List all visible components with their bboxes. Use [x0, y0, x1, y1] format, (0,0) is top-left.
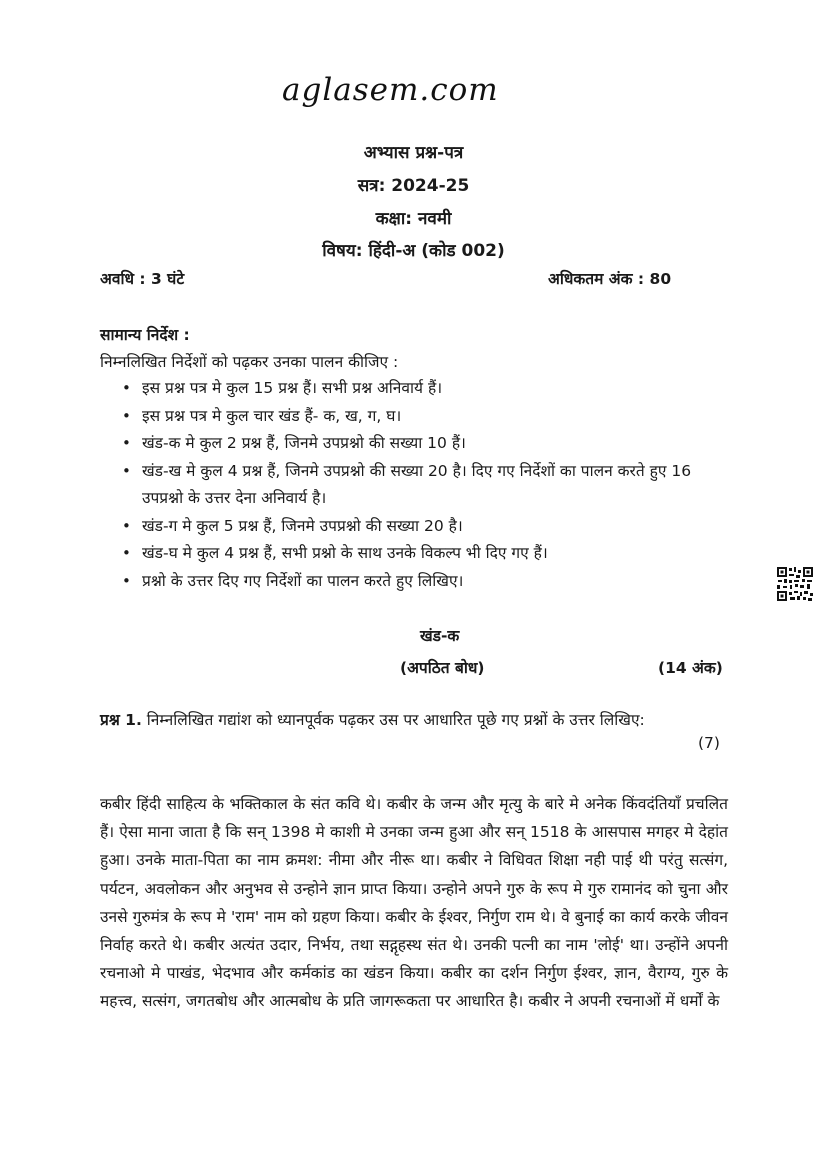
qr-code-icon: [776, 566, 814, 602]
instruction-item: • खंड-क मे कुल 2 प्रश्न हैं, जिनमे उपप्रश्नो की सख्या 10 हैं।: [118, 430, 718, 458]
instructions-intro: निम्नलिखित निर्देशों को पढ़कर उनका पालन कीजिए :: [100, 353, 399, 371]
instruction-item: • खंड-ग मे कुल 5 प्रश्न हैं, जिनमे उपप्रश्नो की सख्या 20 है।: [118, 513, 718, 541]
instruction-item: • खंड-ख मे कुल 4 प्रश्न हैं, जिनमे उपप्रश्नो की सख्या 20 है। दिए गए निर्देशों का पालन करते हुए 16 उपप्रश्नो के उत्तर देना अनिवार्य है।: [118, 458, 718, 513]
watermark-logo: aglasem.com: [282, 72, 499, 108]
paper-title: अभ्यास प्रश्न-पत्र: [363, 143, 464, 163]
instructions-list: [118, 375, 718, 595]
question-text: निम्नलिखित गद्यांश को ध्यानपूर्वक पढ़कर उस पर आधारित पूछे गए प्रश्नों के उत्तर लिखिए:: [146, 711, 645, 729]
question-number: प्रश्न 1.: [100, 711, 142, 729]
section-marks: (14 अंक): [658, 659, 723, 677]
section-title: खंड-क: [420, 627, 460, 645]
question-marks: (7): [698, 734, 720, 752]
passage-text: कबीर हिंदी साहित्य के भक्तिकाल के संत कवि थे। कबीर के जन्म और मृत्यु के बारे मे अनेक किंवदंतियाँ प्रचलित हैं। ऐसा माना जाता है कि सन् 1398 मे काशी मे उनका जन्म हुआ और सन् 1518 के आसपास मगहर मे देहांत हुआ। उनके माता-पिता का नाम क्रमश: नीमा और नीरू था। कबीर ने विधिवत शिक्षा नही पाई थी परंतु सत्संग, पर्यटन, अवलोकन और अनुभव से उन्होने ज्ञान प्राप्त किया। उन्होने अपने गुरु के रूप मे गुरु रामानंद को चुना और उनसे गुरुमंत्र के रूप मे 'राम' नाम को ग्रहण किया। कबीर के ईश्वर, निर्गुण राम थे। वे बुनाई का कार्य करके जीवन निर्वाह करते थे। कबीर अत्यंत उदार, निर्भय, तथा सद्गृहस्थ संत थे। उनकी पत्नी का नाम 'लोई' था। उन्होंने अपनी रचनाओ मे पाखंड, भेदभाव और कर्मकांड का खंडन किया। कबीर का दर्शन निर्गुण ईश्वर, ज्ञान, वैराग्य, गुरु के महत्त्व, सत्संग, जगतबोध और आत्मबोध के प्रति जागरूकता पर आधारित है। कबीर ने अपनी रचनाओं में धर्मों के: [100, 795, 728, 1011]
instruction-item: • इस प्रश्न पत्र मे कुल चार खंड हैं- क, ख, ग, घ।: [118, 403, 718, 431]
instruction-item: • खंड-घ मे कुल 4 प्रश्न हैं, सभी प्रश्नो के साथ उनके विकल्प भी दिए गए हैं।: [118, 540, 718, 568]
subject-label: विषय: हिंदी-अ (कोड 002): [322, 241, 505, 261]
section-subtitle: (अपठित बोध): [400, 659, 485, 677]
max-marks-label: अधिकतम अंक : 80: [548, 270, 672, 288]
instruction-item: • प्रश्नो के उत्तर दिए गए निर्देशों का पालन करते हुए लिखिए।: [118, 568, 718, 596]
duration-label: अवधि : 3 घंटे: [100, 270, 185, 288]
question-1: [100, 707, 720, 735]
session-label: सत्र: 2024-25: [357, 176, 470, 196]
class-label: कक्षा: नवमी: [375, 209, 452, 229]
instructions-heading: सामान्य निर्देश :: [100, 326, 190, 344]
instruction-item: • इस प्रश्न पत्र मे कुल 15 प्रश्न हैं। सभी प्रश्न अनिवार्य हैं।: [118, 375, 718, 403]
